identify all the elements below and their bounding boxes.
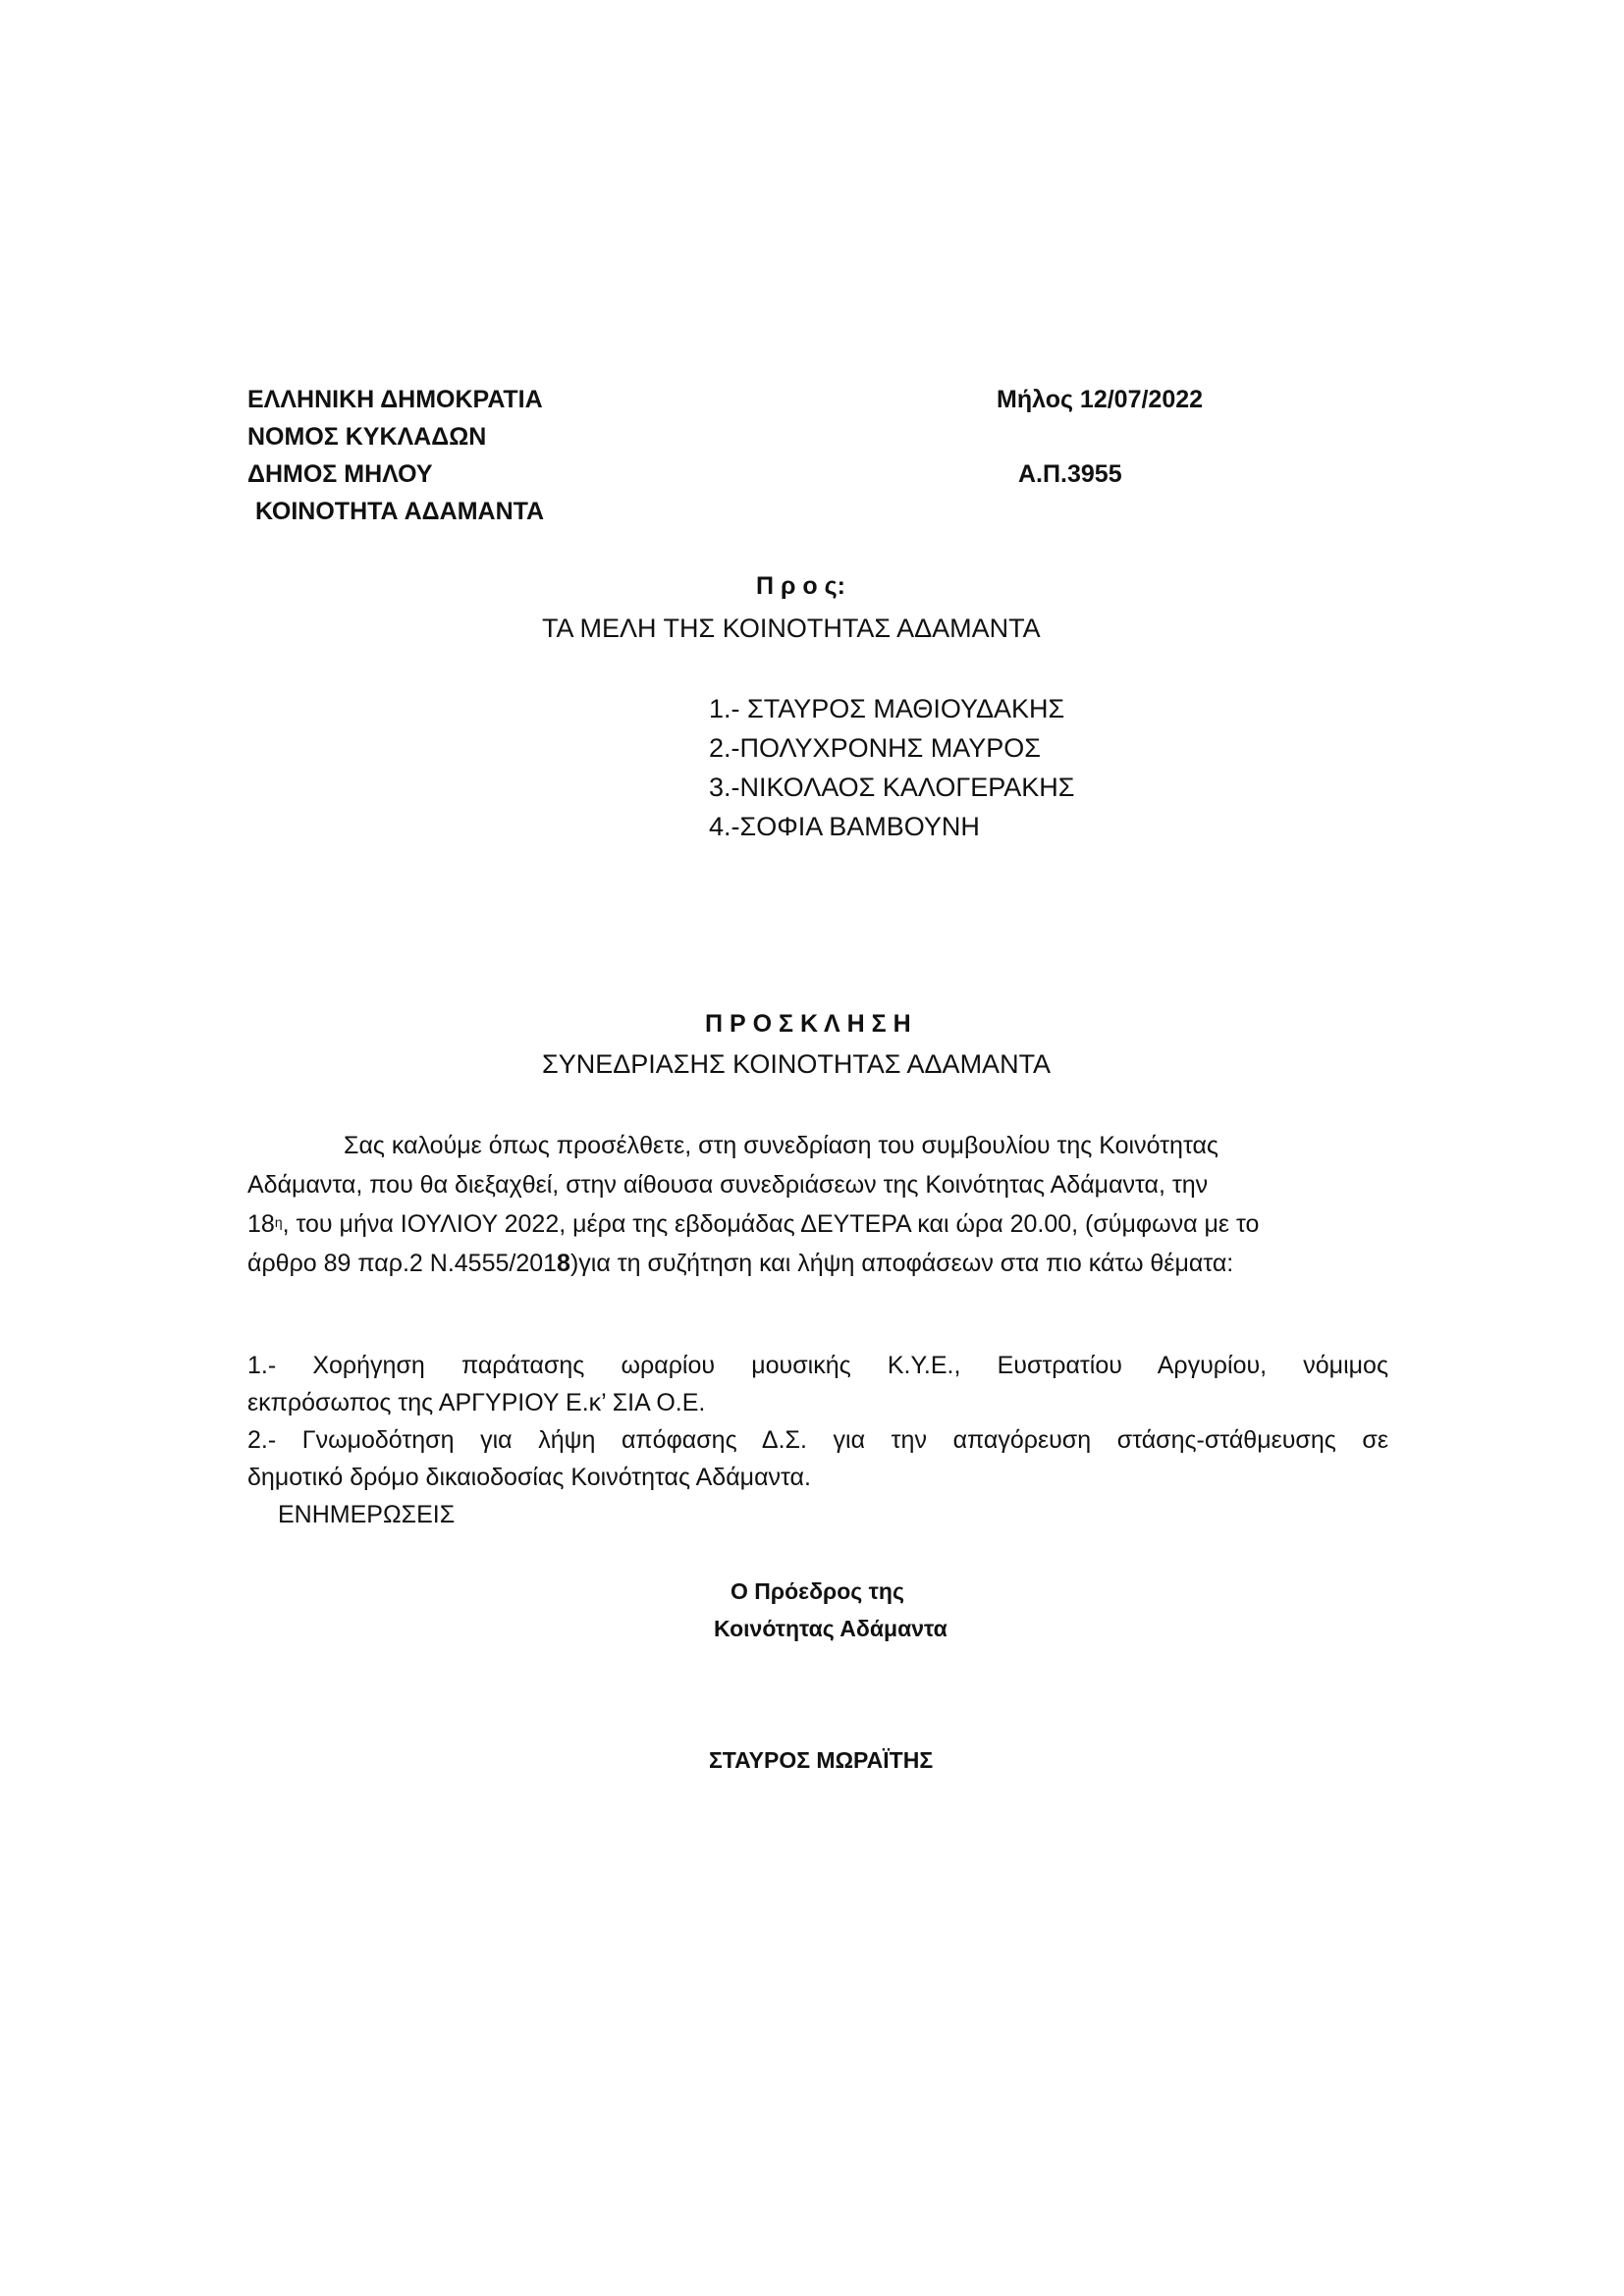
agenda-item-1-line-1: 1.- Χορήγηση παράτασης ωραρίου μουσικής Κ.Υ.Ε., Ευστρατίου Αργυρίου, νόμιμος	[247, 1352, 1388, 1379]
header-community: ΚΟΙΝΟΤΗΤΑ ΑΔΑΜΑΝΤΑ	[255, 498, 545, 525]
header-country: ΕΛΛΗΝΙΚΗ ΔΗΜΟΚΡΑΤΙΑ	[247, 386, 543, 413]
signature-role-line-2: Κοινότητας Αδάμαντα	[714, 1616, 947, 1641]
signature-name: ΣΤΑΥΡΟΣ ΜΩΡΑΪΤΗΣ	[709, 1747, 934, 1773]
invitation-title: Π Ρ Ο Σ Κ Λ Η Σ Η	[705, 1010, 911, 1038]
place-date: Μήλος 12/07/2022	[997, 386, 1204, 413]
meeting-day: 18	[247, 1210, 275, 1238]
paragraph-line-4	[247, 1245, 1233, 1283]
agenda-item-2-line-1: 2.- Γνωμοδότηση για λήψη απόφασης Δ.Σ. για την απαγόρευση στάσης-στάθμευσης σε	[247, 1426, 1388, 1454]
paragraph-line-3	[247, 1205, 1259, 1244]
member-item: 3.-ΝΙΚΟΛΑΟΣ ΚΑΛΟΓΕΡΑΚΗΣ	[709, 773, 1075, 802]
law-reference-digit: 8	[557, 1250, 570, 1277]
agenda-updates: ΕΝΗΜΕΡΩΣΕΙΣ	[278, 1501, 456, 1528]
paragraph-line-2: Αδάμαντα, που θα διεξαχθεί, στην αίθουσα συνεδριάσεων της Κοινότητας Αδάμαντα, την	[247, 1171, 1209, 1199]
law-reference: άρθρο 89 παρ.2 Ν.4555/201	[247, 1250, 558, 1277]
paragraph-ending: )για τη συζήτηση και λήψη αποφάσεων στα πιο κάτω θέματα:	[569, 1250, 1234, 1277]
agenda-item-1-line-2: εκπρόσωπος της ΑΡΓΥΡΙΟΥ Ε.κ’ ΣΙΑ Ο.Ε.	[247, 1389, 706, 1416]
member-item: 2.-ΠΟΛΥΧΡΟΝΗΣ ΜΑΥΡΟΣ	[709, 733, 1041, 763]
member-item: 1.- ΣΤΑΥΡΟΣ ΜΑΘΙΟΥΔΑΚΗΣ	[709, 694, 1065, 723]
header-municipality: ΔΗΜΟΣ ΜΗΛΟΥ	[247, 460, 433, 488]
paragraph-line-1: Σας καλούμε όπως προσέλθετε, στη συνεδρίαση του συμβουλίου της Κοινότητας	[344, 1132, 1218, 1159]
day-suffix: η	[274, 1214, 283, 1230]
header-prefecture: ΝΟΜΟΣ ΚΥΚΛΑΔΩΝ	[247, 423, 487, 451]
invitation-subtitle: ΣΥΝΕΔΡΙΑΣΗΣ ΚΟΙΝΟΤΗΤΑΣ ΑΔΑΜΑΝΤΑ	[542, 1049, 1052, 1079]
meeting-details: , του μήνα ΙΟΥΛΙΟΥ 2022, μέρα της εβδομάδας ΔΕΥΤΕΡΑ και ώρα 20.00, (σύμφωνα με το	[282, 1210, 1260, 1238]
member-item: 4.-ΣΟΦΙΑ ΒΑΜΒΟΥΝΗ	[709, 812, 980, 841]
recipients-group: ΤΑ ΜΕΛΗ ΤΗΣ ΚΟΙΝΟΤΗΤΑΣ ΑΔΑΜΑΝΤΑ	[542, 614, 1041, 643]
signature-role-line-1: Ο Πρόεδρος της	[731, 1578, 904, 1604]
to-label: Π ρ ο ς:	[756, 572, 845, 600]
agenda-item-2-line-2: δημοτικό δρόμο δικαιοδοσίας Κοινότητας Αδάμαντα.	[247, 1464, 811, 1491]
protocol-number: Α.Π.3955	[1018, 460, 1122, 488]
